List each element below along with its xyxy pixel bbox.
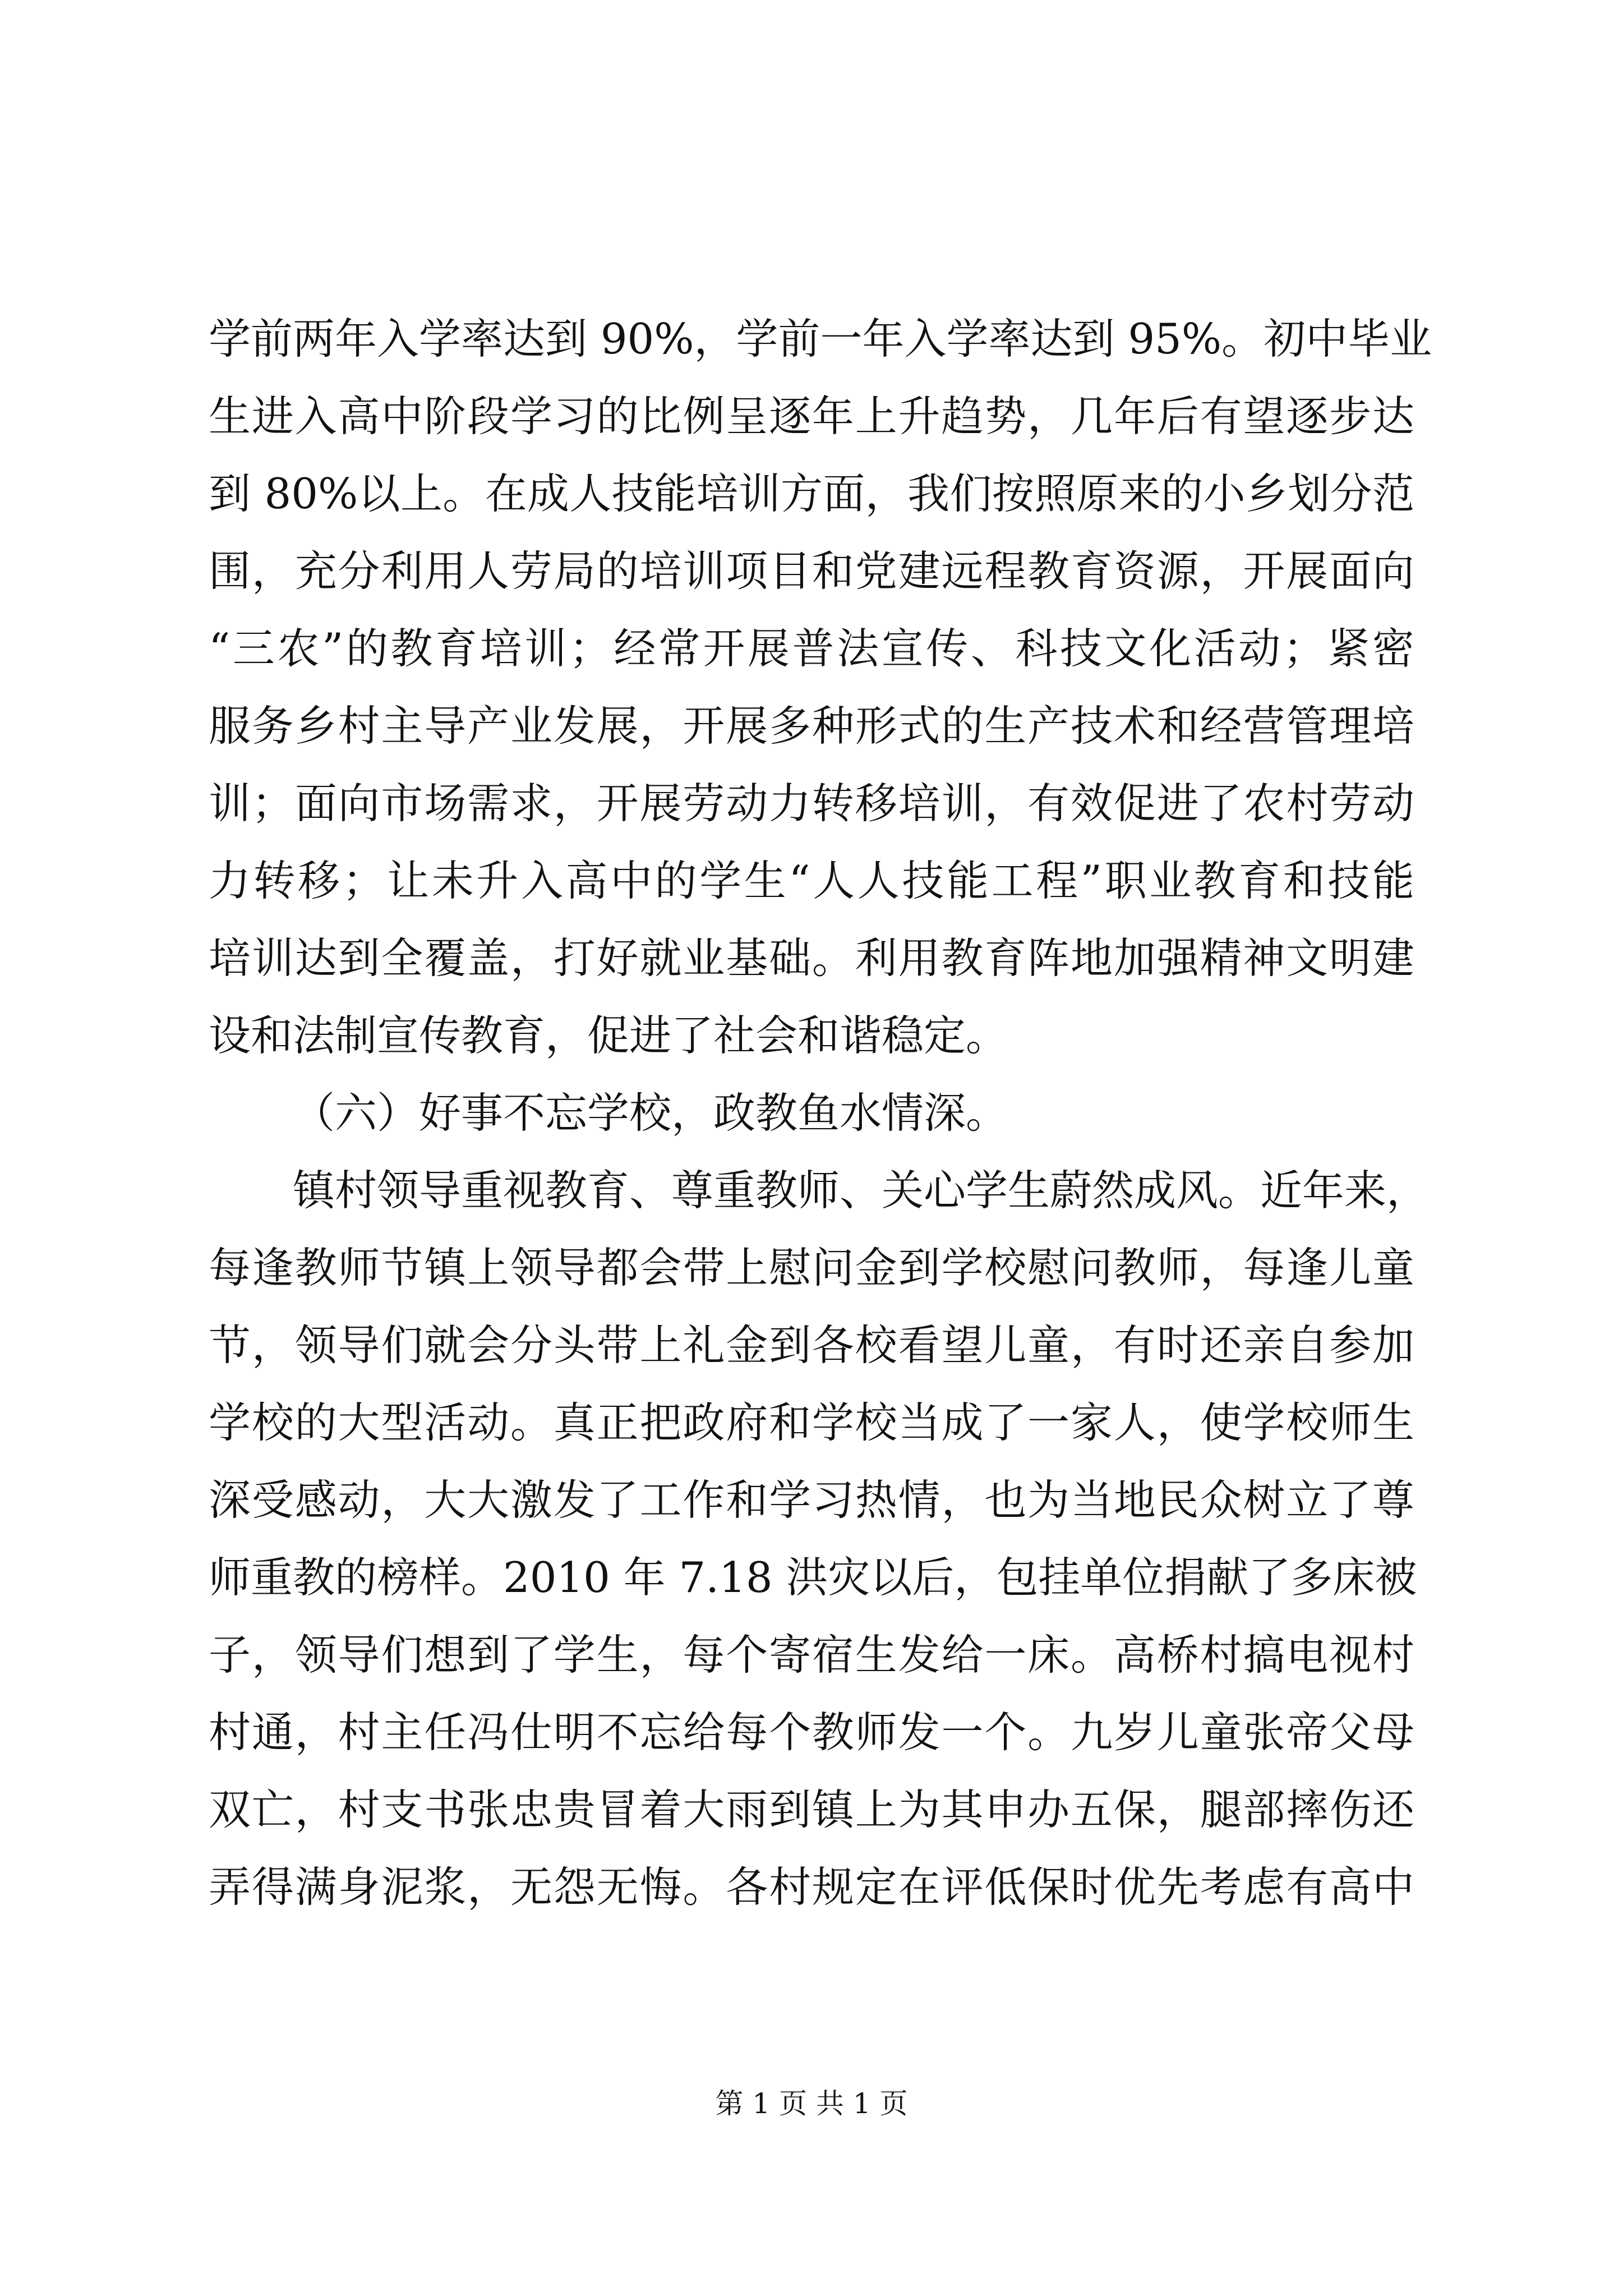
text-line: 深受感动，大大激发了工作和学习热情，也为当地民众树立了尊 — [209, 1475, 1414, 1525]
text-line: 服务乡村主导产业发展，开展多种形式的生产技术和经营管理培 — [209, 701, 1414, 751]
text-line: 弄得满身泥浆，无怨无悔。各村规定在评低保时优先考虑有高中 — [209, 1862, 1414, 1912]
page-footer: 第 1 页 共 1 页 — [715, 2087, 908, 2120]
section-heading: （六）好事不忘学校，政教鱼水情深。 — [293, 1088, 1008, 1138]
text-line: 学前两年入学率达到 90%，学前一年入学率达到 95%。初中毕业 — [209, 314, 1432, 364]
text-line: 围，充分利用人劳局的培训项目和党建远程教育资源，开展面向 — [209, 546, 1414, 596]
text-line: 培训达到全覆盖，打好就业基础。利用教育阵地加强精神文明建 — [209, 933, 1414, 983]
text-line: 生进入高中阶段学习的比例呈逐年上升趋势，几年后有望逐步达 — [209, 392, 1414, 441]
text-line: 每逢教师节镇上领导都会带上慰问金到学校慰问教师，每逢儿童 — [209, 1243, 1414, 1292]
text-line: 力转移；让未升入高中的学生“人人技能工程”职业教育和技能 — [209, 856, 1414, 905]
body-text — [209, 300, 1432, 1926]
text-line: 学校的大型活动。真正把政府和学校当成了一家人，使学校师生 — [209, 1398, 1414, 1447]
text-line: 训；面向市场需求，开展劳动力转移培训，有效促进了农村劳动 — [209, 779, 1414, 828]
text-line: 村通，村主任冯仕明不忘给每个教师发一个。九岁儿童张帝父母 — [209, 1708, 1414, 1757]
text-line: 子，领导们想到了学生，每个寄宿生发给一床。高桥村搞电视村 — [209, 1630, 1414, 1680]
text-line: “三农”的教育培训；经常开展普法宣传、科技文化活动；紧密 — [209, 624, 1414, 673]
text-line: 节，领导们就会分头带上礼金到各校看望儿童，有时还亲自参加 — [209, 1320, 1414, 1370]
text-line: 到 80%以上。在成人技能培训方面，我们按照原来的小乡划分范 — [209, 469, 1414, 518]
text-line: 双亡，村支书张忠贵冒着大雨到镇上为其申办五保，腿部摔伤还 — [209, 1785, 1414, 1834]
text-line: 设和法制宣传教育，促进了社会和谐稳定。 — [209, 1011, 1008, 1060]
text-line: 镇村领导重视教育、尊重教师、关心学生蔚然成风。近年来， — [293, 1166, 1429, 1215]
text-line: 师重教的榜样。2010 年 7.18 洪灾以后，包挂单位捐献了多床被 — [209, 1553, 1417, 1602]
